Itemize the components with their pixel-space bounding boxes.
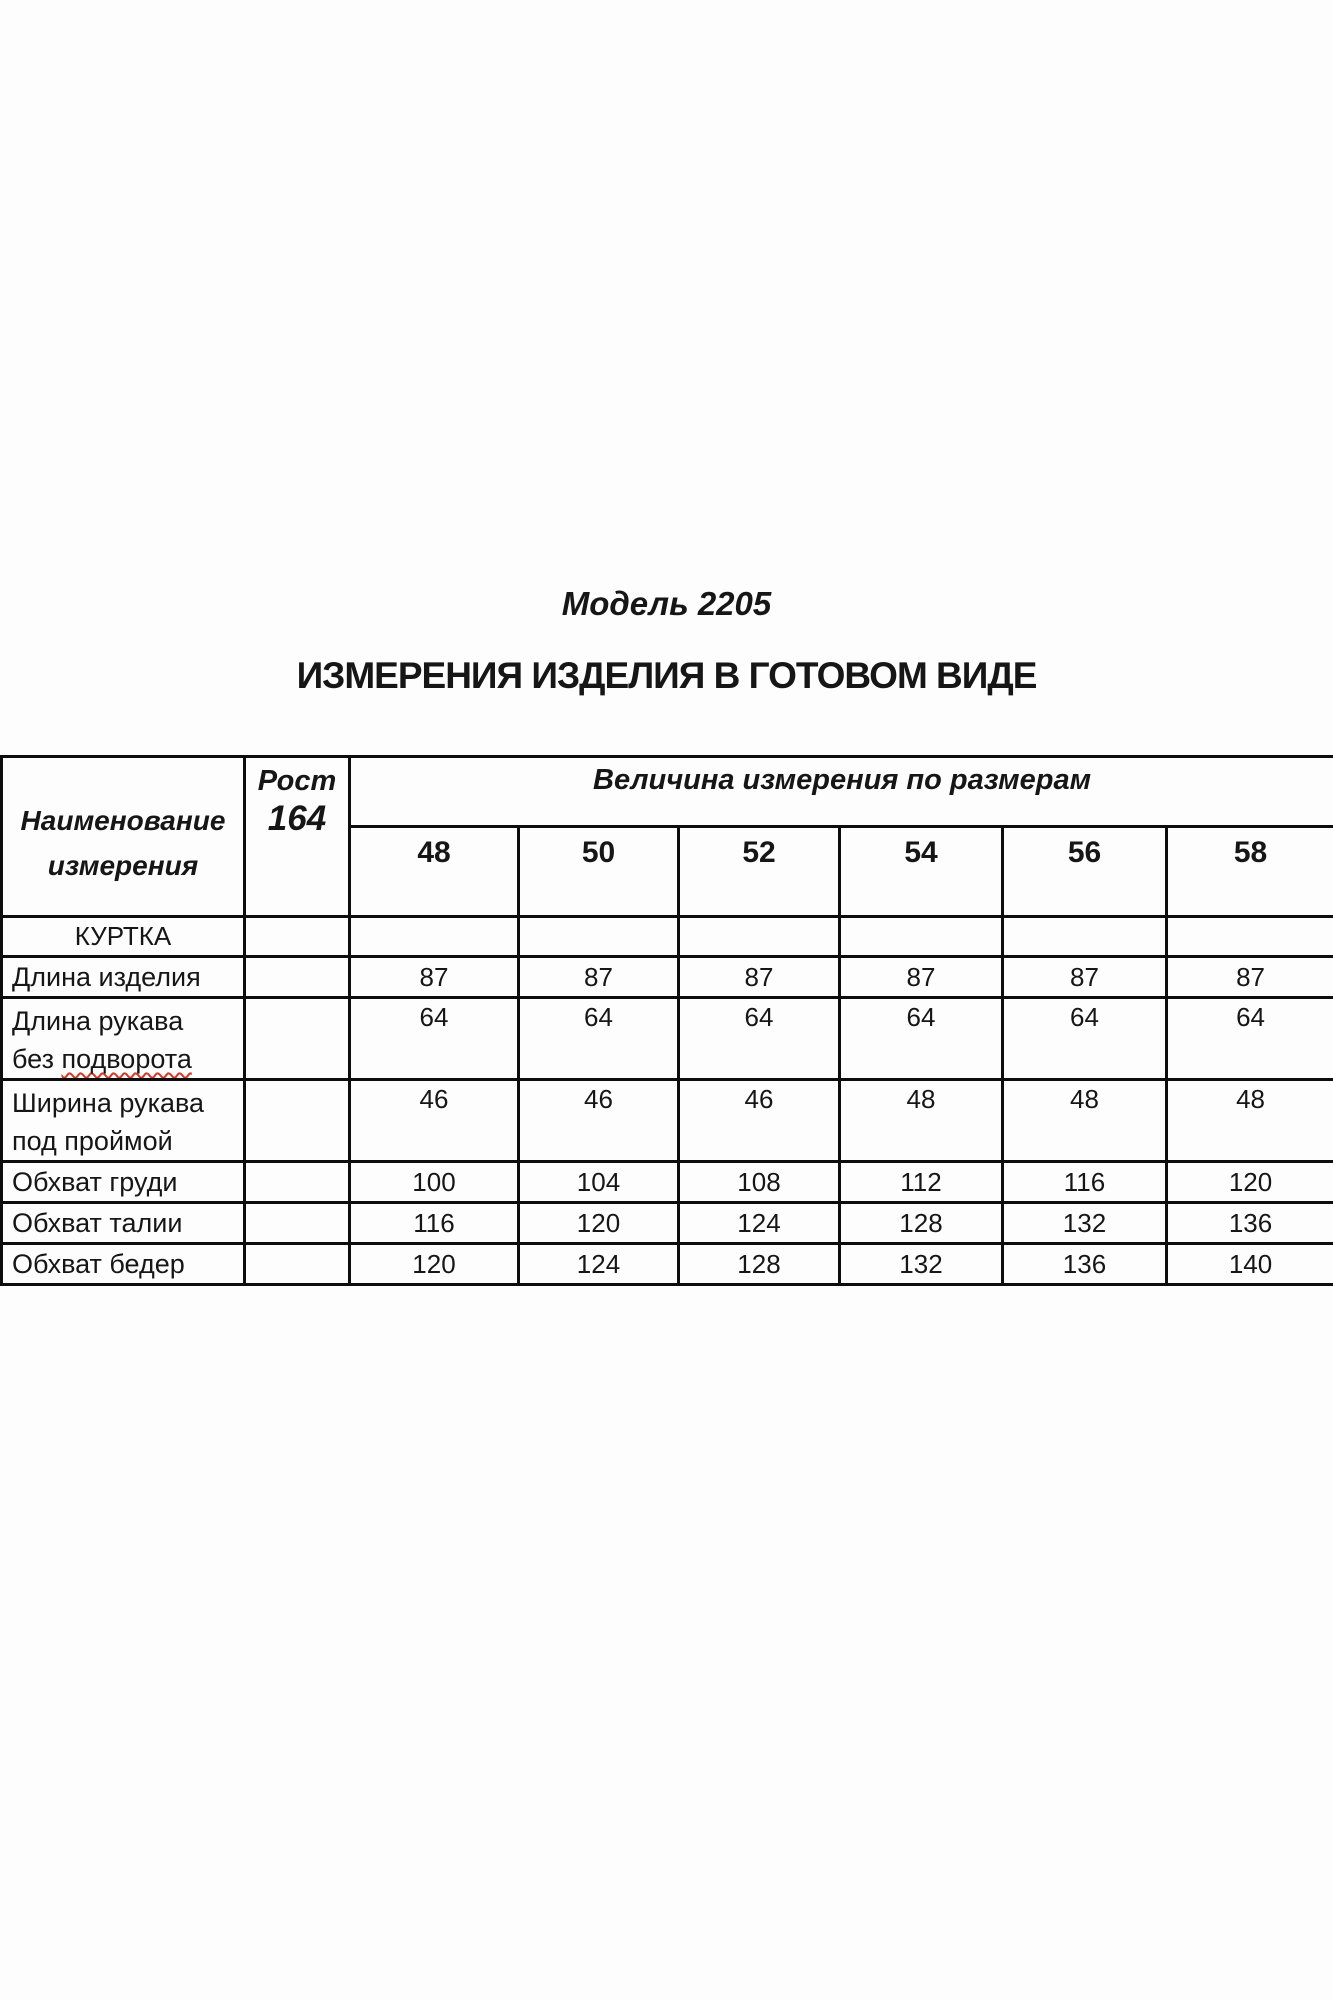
- header-row-group: [2, 757, 1333, 827]
- measurement-value: 48: [840, 1080, 1003, 1162]
- measurement-value: 128: [679, 1244, 840, 1285]
- measurement-value: 46: [519, 1080, 679, 1162]
- measurement-value: 124: [519, 1244, 679, 1285]
- measurement-value: 140: [1167, 1244, 1333, 1285]
- misspelled-word: подворота: [61, 1044, 192, 1074]
- measurement-value: 46: [350, 1080, 519, 1162]
- measurement-value: 136: [1003, 1244, 1167, 1285]
- measurement-label: Обхват талии: [2, 1203, 245, 1244]
- measurement-value: 112: [840, 1162, 1003, 1203]
- measurement-value: 128: [840, 1203, 1003, 1244]
- header-height: [245, 757, 350, 917]
- section-label: КУРТКА: [2, 917, 245, 957]
- size-header-56: 56: [1003, 827, 1167, 917]
- empty-cell: [350, 917, 519, 957]
- measurement-value: 64: [519, 998, 679, 1080]
- height-label: Рост: [257, 765, 337, 797]
- measurement-value: 87: [519, 957, 679, 998]
- empty-cell: [245, 1080, 350, 1162]
- header-sizes-group: Величина измерения по размерам: [350, 757, 1333, 827]
- model-title: Модель 2205: [561, 585, 772, 622]
- measurement-value: 116: [350, 1203, 519, 1244]
- label-line-1: Ширина рукава: [12, 1088, 205, 1118]
- empty-cell: [245, 1162, 350, 1203]
- measurement-value: 87: [350, 957, 519, 998]
- size-header-48: 48: [350, 827, 519, 917]
- measurement-value: 120: [350, 1244, 519, 1285]
- table-row-sleeve-width: [2, 1080, 1333, 1162]
- size-header-50: 50: [519, 827, 679, 917]
- measurement-label: Обхват груди: [2, 1162, 245, 1203]
- label-line-2: без подворота: [12, 1044, 192, 1074]
- measurement-value: 48: [1167, 1080, 1333, 1162]
- measurement-value: 46: [679, 1080, 840, 1162]
- table-row-length: [2, 957, 1333, 998]
- empty-cell: [245, 998, 350, 1080]
- empty-cell: [245, 1244, 350, 1285]
- measurement-label: [2, 1080, 245, 1162]
- table-row-hips: [2, 1244, 1333, 1285]
- height-value: 164: [267, 799, 327, 838]
- empty-cell: [245, 957, 350, 998]
- table-row-chest: [2, 1162, 1333, 1203]
- measurement-value: 64: [840, 998, 1003, 1080]
- measurement-value: 124: [679, 1203, 840, 1244]
- measurements-heading: ИЗМЕРЕНИЯ ИЗДЕЛИЯ В ГОТОВОМ ВИДЕ: [296, 655, 1037, 696]
- empty-cell: [245, 917, 350, 957]
- measurement-label: Длина изделия: [2, 957, 245, 998]
- measurement-value: 87: [840, 957, 1003, 998]
- measurement-value: 100: [350, 1162, 519, 1203]
- measurement-value: 87: [1003, 957, 1167, 998]
- size-header-54: 54: [840, 827, 1003, 917]
- measurements-table: [0, 755, 1333, 1286]
- measurement-value: 132: [840, 1244, 1003, 1285]
- empty-cell: [1167, 917, 1333, 957]
- empty-cell: [245, 1203, 350, 1244]
- label-line-2: под проймой: [12, 1126, 173, 1156]
- measurement-value: 120: [1167, 1162, 1333, 1203]
- empty-cell: [1003, 917, 1167, 957]
- size-header-58: 58: [1167, 827, 1333, 917]
- empty-cell: [840, 917, 1003, 957]
- measurement-value: 48: [1003, 1080, 1167, 1162]
- table-row-sleeve-length: [2, 998, 1333, 1080]
- measurement-value: 87: [679, 957, 840, 998]
- header-measurement-name: Наименование измерения: [2, 757, 245, 917]
- empty-cell: [679, 917, 840, 957]
- measurement-value: 64: [1167, 998, 1333, 1080]
- measurement-value: 136: [1167, 1203, 1333, 1244]
- measurement-value: 132: [1003, 1203, 1167, 1244]
- section-row-jacket: [2, 917, 1333, 957]
- measurement-value: 64: [1003, 998, 1167, 1080]
- measurement-value: 116: [1003, 1162, 1167, 1203]
- measurement-value: 108: [679, 1162, 840, 1203]
- empty-cell: [519, 917, 679, 957]
- measurement-value: 104: [519, 1162, 679, 1203]
- measurement-value: 87: [1167, 957, 1333, 998]
- measurement-label: Обхват бедер: [2, 1244, 245, 1285]
- measurement-label: [2, 998, 245, 1080]
- measurement-value: 64: [350, 998, 519, 1080]
- measurement-value: 120: [519, 1203, 679, 1244]
- size-header-52: 52: [679, 827, 840, 917]
- label-line-1: Длина рукава: [12, 1006, 184, 1036]
- table-row-waist: [2, 1203, 1333, 1244]
- measurement-value: 64: [679, 998, 840, 1080]
